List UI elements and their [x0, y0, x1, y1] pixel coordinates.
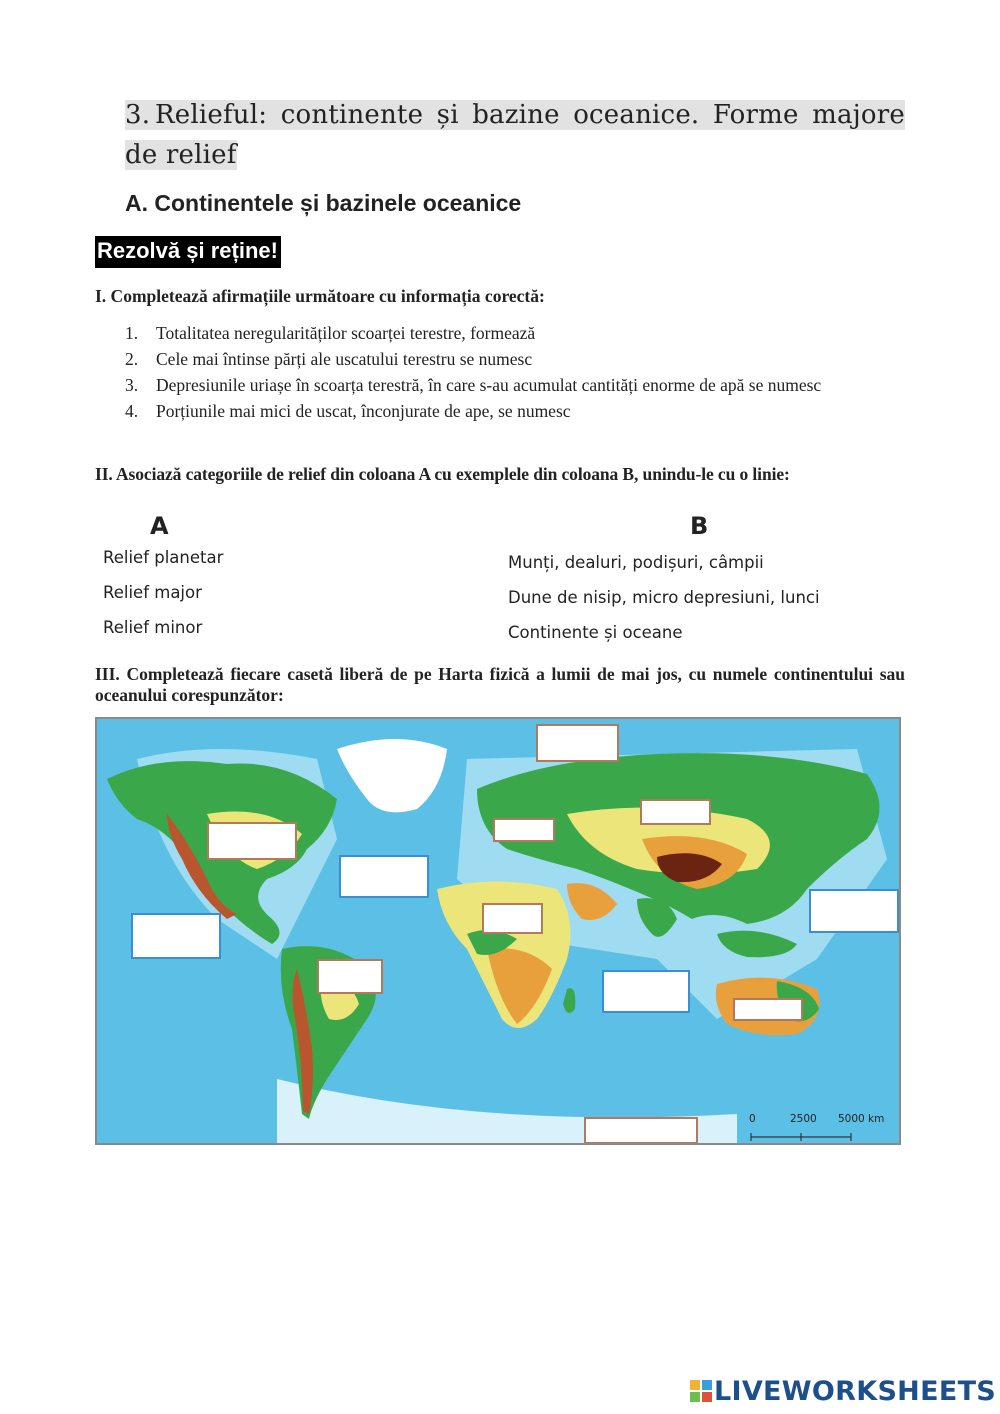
column-b-item[interactable]: Munți, dealuri, podișuri, câmpii — [508, 553, 764, 572]
section-2-title: II. Asociază categoriile de relief din coloana A cu exemplele din coloana B, unindu-le cu o linie: — [95, 464, 790, 484]
column-b-header: B — [690, 512, 709, 540]
column-a-item[interactable]: Relief planetar — [103, 548, 224, 567]
answer-box-antarctica[interactable] — [584, 1117, 698, 1144]
brand-name: LIVEWORKSHEETS — [714, 1376, 997, 1407]
brand-watermark — [690, 1376, 996, 1407]
scale-label: 0 — [749, 1113, 756, 1125]
column-b-item[interactable]: Dune de nisip, micro depresiuni, lunci — [508, 588, 820, 607]
answer-box-indian-ocean[interactable] — [602, 970, 690, 1013]
list-item: 3. Depresiunile uriașe în scoarța terestră, în care s-au acumulat cantități enorme de apă se numesc — [125, 375, 822, 395]
answer-box-australia[interactable] — [733, 998, 803, 1021]
column-b-item[interactable]: Continente și oceane — [508, 623, 683, 642]
scale-label: 5000 km — [838, 1113, 885, 1125]
section-subtitle: A. Continentele și bazinele oceanice — [125, 190, 522, 216]
answer-box-europe[interactable] — [493, 818, 555, 842]
list-item: 2. Cele mai întinse părți ale uscatului terestru se numesc — [125, 349, 533, 369]
section-3-title: III. Completează fiecare casetă liberă de pe Harta fizică a lumii de mai jos, cu numele continentului sau oceanului corespunzător: — [95, 664, 905, 705]
title-number: 3. — [125, 100, 151, 130]
answer-box-atlantic-ocean[interactable] — [339, 855, 429, 898]
list-item: 1. Totalitatea neregularităților scoarței terestre, formează — [125, 323, 536, 343]
section-1-title: I. Completează afirmațiile următoare cu informația corectă: — [95, 286, 545, 306]
answer-box-arctic-ocean[interactable] — [536, 724, 619, 762]
answer-box-africa[interactable] — [482, 903, 543, 934]
column-a-item[interactable]: Relief major — [103, 583, 202, 602]
column-a-header: A — [150, 512, 169, 540]
answer-box-pacific-ocean-east[interactable] — [809, 889, 899, 933]
page-title — [125, 95, 905, 175]
answer-box-asia[interactable] — [640, 799, 711, 825]
list-item: 4. Porțiunile mai mici de uscat, înconjurate de ape, se numesc — [125, 401, 571, 421]
statements-list — [125, 320, 905, 424]
answer-box-pacific-ocean-west[interactable] — [131, 913, 221, 959]
answer-box-south-america[interactable] — [317, 959, 383, 994]
title-text: Relieful: continente și bazine oceanice. Forme majore de relief — [125, 100, 905, 170]
answer-box-north-america[interactable] — [207, 822, 297, 860]
scale-label: 2500 — [790, 1113, 817, 1125]
liveworksheets-logo-icon — [690, 1380, 712, 1402]
column-a-item[interactable]: Relief minor — [103, 618, 203, 637]
world-physical-map — [95, 717, 901, 1145]
instruction-banner: Rezolvă și reține! — [95, 236, 281, 268]
